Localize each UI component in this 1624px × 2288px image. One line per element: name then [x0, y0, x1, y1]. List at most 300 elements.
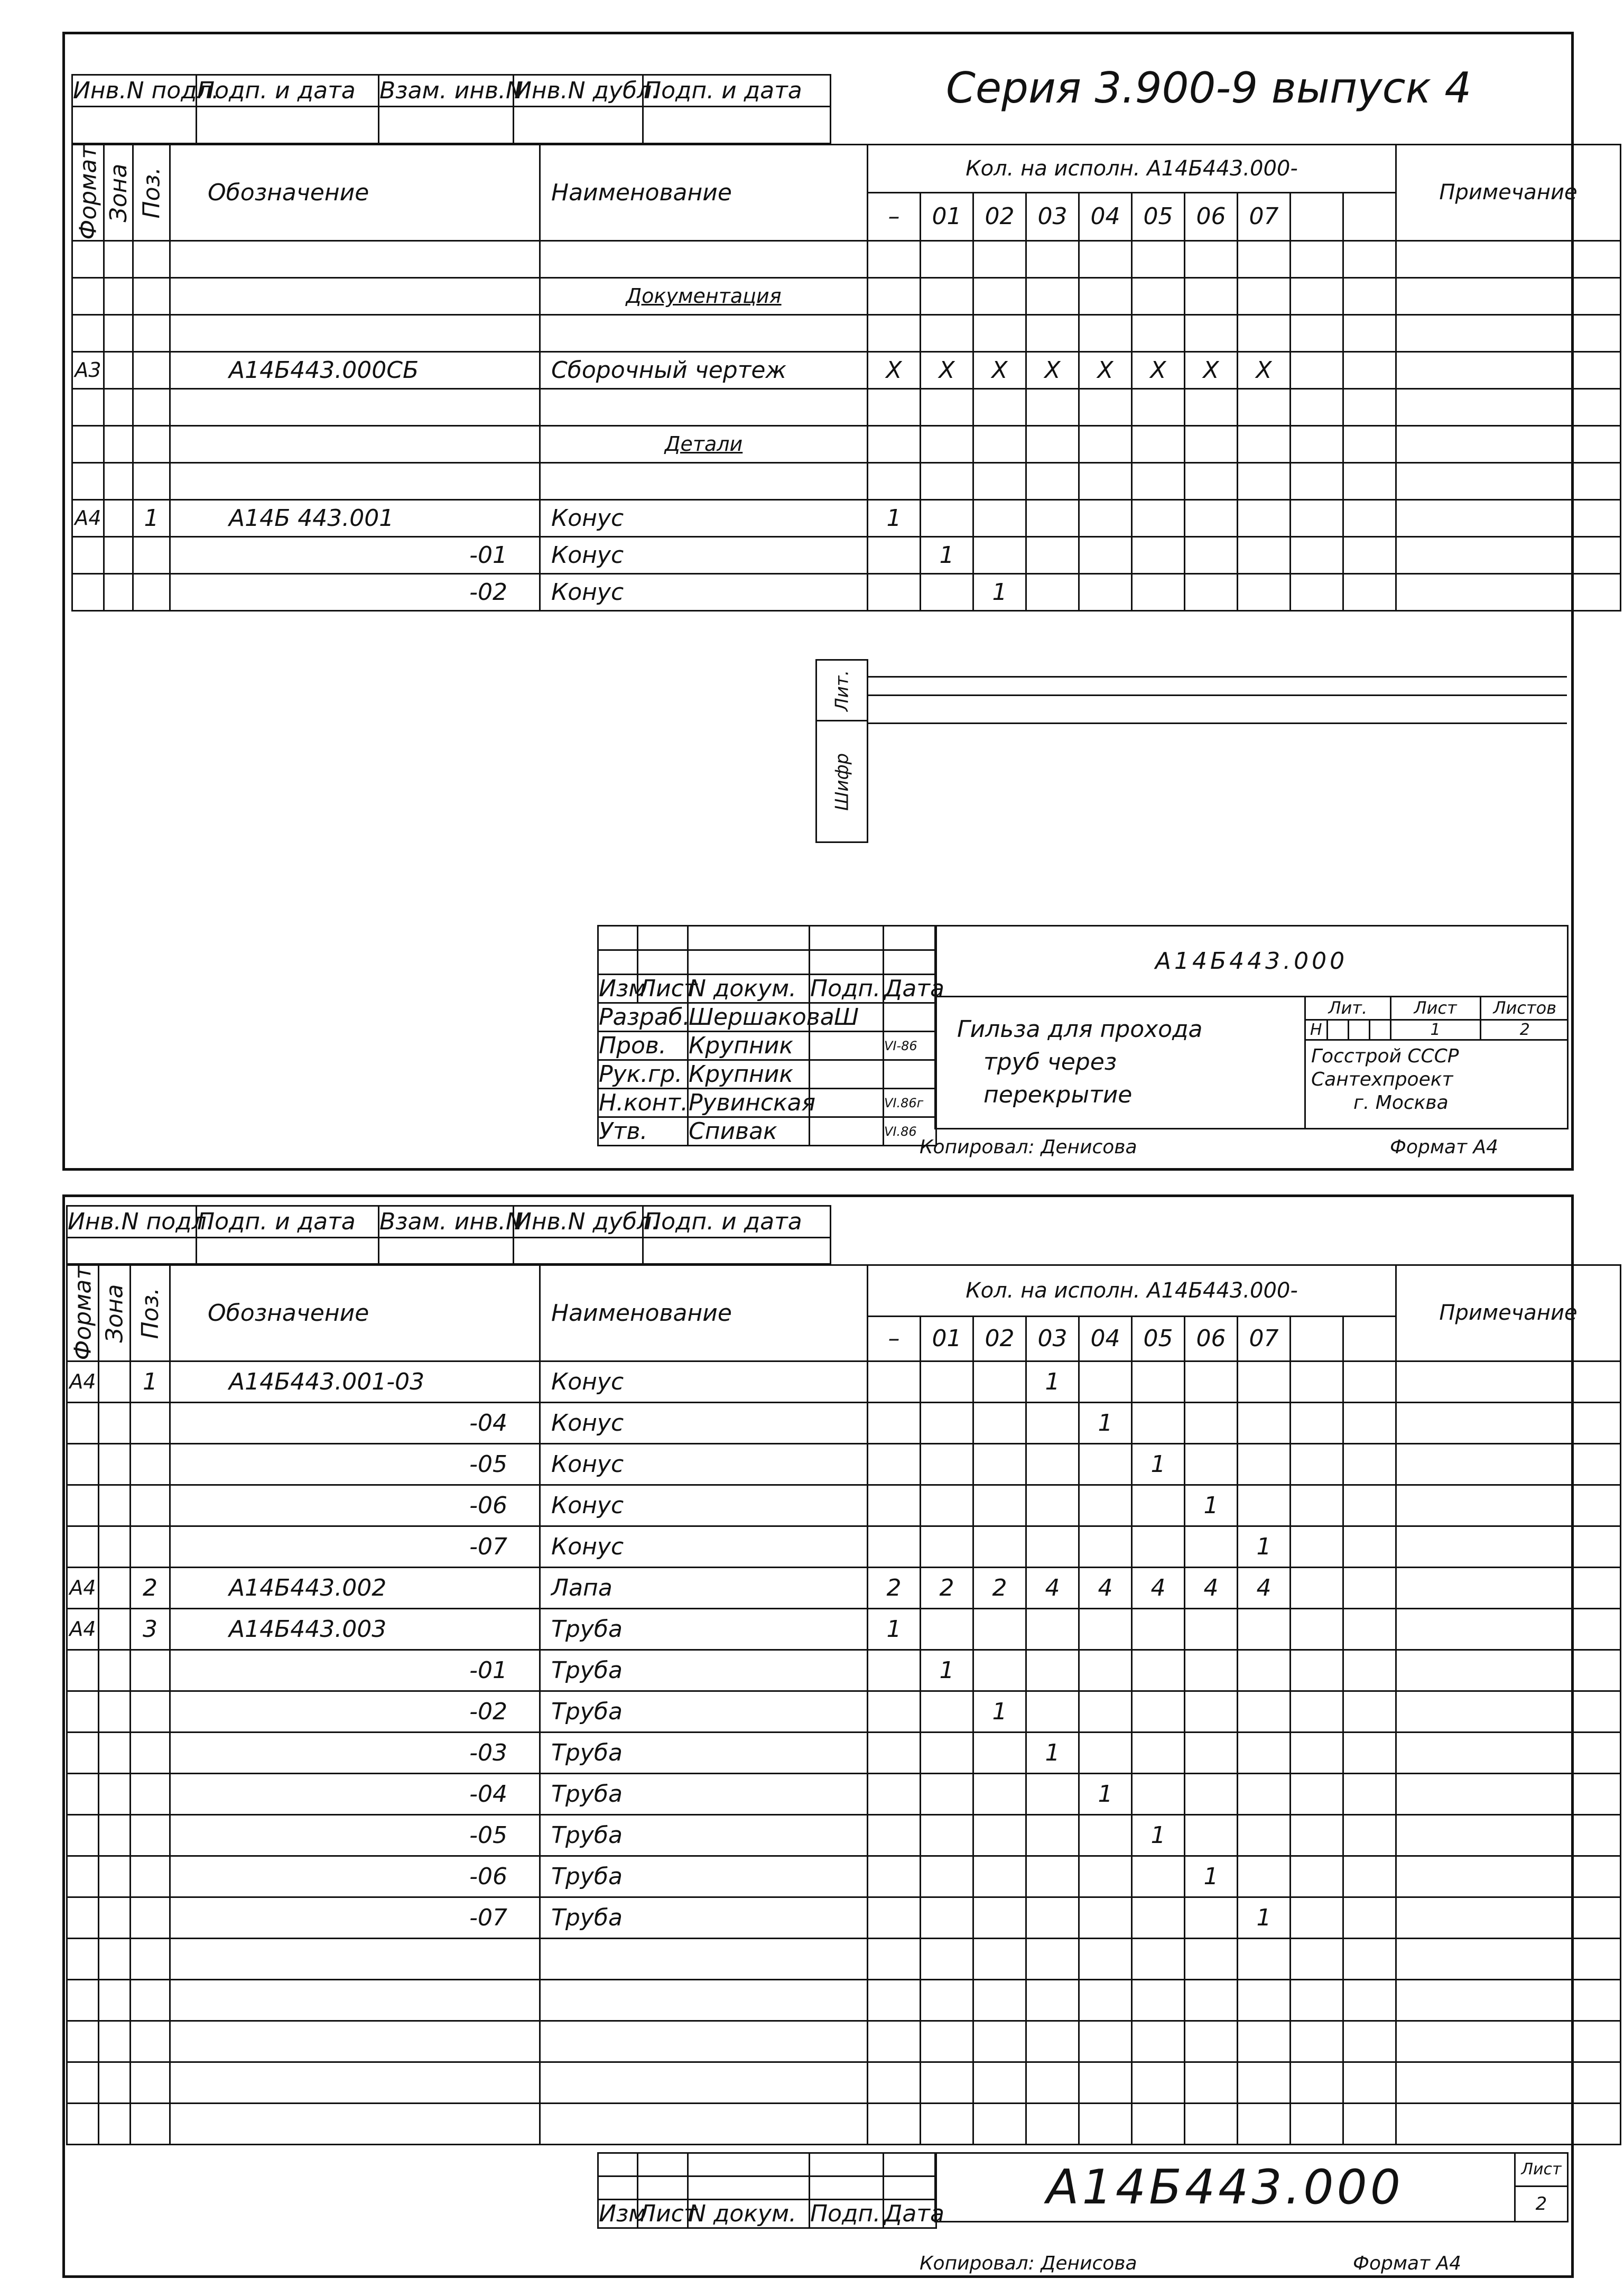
qty-cell	[1079, 573, 1132, 610]
signature-name: Спивак	[688, 1117, 810, 1146]
variant-head: 03	[1026, 1316, 1079, 1361]
col-pos: Поз.	[131, 1265, 170, 1361]
pos-cell	[131, 1773, 170, 1814]
pos-cell	[131, 1691, 170, 1732]
pos-cell	[131, 1526, 170, 1567]
signature-row	[598, 1003, 936, 1032]
zone-cell	[99, 1773, 131, 1814]
qty-cell	[1343, 1526, 1396, 1567]
qty-cell	[1026, 499, 1079, 536]
col-designation: Обозначение	[170, 1265, 540, 1361]
sheet-2-sheet-label: Лист	[1516, 2154, 1567, 2187]
spec-row	[67, 1608, 1621, 1650]
zone-cell	[99, 1814, 131, 1856]
qty-cell: 2	[868, 1567, 921, 1608]
qty-cell	[1238, 1443, 1291, 1485]
qty-cell: 1	[1238, 1526, 1291, 1567]
qty-cell: X	[1079, 351, 1132, 388]
qty-cell	[1291, 499, 1343, 536]
qty-cell: 1	[1185, 1485, 1238, 1526]
designation-cell	[170, 425, 540, 462]
signature-mark	[810, 1060, 884, 1089]
signature-role: Разраб.	[599, 1004, 690, 1031]
pos-cell: 1	[131, 1361, 170, 1402]
qty-cell	[1238, 1608, 1291, 1650]
spec-row	[72, 351, 1621, 388]
format-cell	[67, 1732, 99, 1773]
qty-cell: 1	[1185, 1856, 1238, 1897]
spec-row	[67, 1361, 1621, 1402]
qty-cell: X	[973, 351, 1026, 388]
name-cell: Труба	[540, 1691, 868, 1732]
note-cell	[1396, 1485, 1621, 1526]
strip-cell: Инв.N дубл.	[514, 1206, 643, 1238]
spec-row	[67, 1897, 1621, 1938]
qty-cell	[1238, 1732, 1291, 1773]
designation-cell	[170, 277, 540, 314]
qty-cell	[1343, 536, 1396, 573]
signature-date: VI.86	[884, 1117, 936, 1146]
qty-cell	[868, 277, 921, 314]
zone-cell	[104, 277, 133, 314]
tb-head-date: Дата	[884, 2200, 944, 2227]
format-cell: А3	[72, 351, 104, 388]
sheet-2-stamp	[934, 2152, 1569, 2222]
sheets-value: 2	[1480, 1020, 1569, 1040]
tb-head-ndoc: N докум.	[688, 975, 810, 1003]
qty-cell	[1343, 1402, 1396, 1443]
pos-cell	[133, 277, 170, 314]
qty-cell	[1185, 1402, 1238, 1443]
name-cell: Труба	[540, 1897, 868, 1938]
pos-cell	[133, 425, 170, 462]
note-cell	[1396, 1443, 1621, 1485]
name-cell: Труба	[540, 1650, 868, 1691]
qty-cell	[1132, 1773, 1185, 1814]
format-cell	[67, 1691, 99, 1732]
format-label-2: Формат А4	[1353, 2253, 1462, 2274]
format-cell: А4	[72, 499, 104, 536]
lit-lines	[868, 659, 1567, 841]
note-cell	[1396, 1567, 1621, 1608]
note-cell	[1396, 1691, 1621, 1732]
qty-cell	[868, 1773, 921, 1814]
title-line: Гильза для прохода	[957, 1016, 1203, 1043]
qty-cell	[1079, 1485, 1132, 1526]
title-block-sign-table	[597, 925, 944, 1146]
signature-mark	[810, 1089, 884, 1117]
spec-row	[72, 499, 1621, 536]
format-cell	[72, 425, 104, 462]
empty-row	[67, 2103, 1621, 2144]
pos-cell: 1	[133, 499, 170, 536]
note-cell	[1396, 1732, 1621, 1773]
zone-cell	[99, 1732, 131, 1773]
strip-cell: Взам. инв.N	[379, 75, 514, 107]
designation-cell: А14Б443.002	[170, 1567, 540, 1608]
shifr-side-label: Шифр	[816, 721, 868, 842]
note-cell	[1396, 536, 1621, 573]
qty-cell	[1185, 536, 1238, 573]
lit-sheet-table	[1306, 997, 1569, 1041]
qty-cell: X	[1185, 351, 1238, 388]
title-block-main	[934, 925, 1569, 1129]
qty-cell	[1291, 277, 1343, 314]
pos-cell	[131, 1650, 170, 1691]
qty-cell	[1238, 573, 1291, 610]
qty-cell	[973, 1897, 1026, 1938]
qty-cell	[1079, 277, 1132, 314]
name-cell: Труба	[540, 1856, 868, 1897]
qty-cell	[973, 277, 1026, 314]
qty-cell	[1026, 1773, 1079, 1814]
qty-cell	[1291, 351, 1343, 388]
designation-cell: -04	[170, 1402, 540, 1443]
name-cell: Сборочный чертеж	[540, 351, 868, 388]
format-cell: А4	[67, 1361, 99, 1402]
qty-cell	[921, 1526, 973, 1567]
qty-cell	[1079, 1814, 1132, 1856]
qty-cell	[1343, 1608, 1396, 1650]
designation-cell: -07	[170, 1897, 540, 1938]
qty-cell	[1238, 1814, 1291, 1856]
qty-cell	[1185, 277, 1238, 314]
sheet-value: 1	[1390, 1020, 1480, 1040]
qty-cell	[868, 1402, 921, 1443]
signature-row	[598, 1089, 936, 1117]
name-cell: Конус	[540, 1443, 868, 1485]
copied-by-1: Копировал: Денисова	[920, 1136, 1137, 1158]
qty-cell: X	[1238, 351, 1291, 388]
format-cell: А4	[67, 1608, 99, 1650]
variant-head: 03	[1026, 192, 1079, 240]
qty-cell	[1343, 573, 1396, 610]
qty-cell	[1343, 1773, 1396, 1814]
qty-cell: 1	[1079, 1402, 1132, 1443]
zone-cell	[99, 1856, 131, 1897]
qty-cell	[1132, 1485, 1185, 1526]
org-line: г. Москва	[1353, 1091, 1449, 1114]
qty-cell	[973, 1650, 1026, 1691]
name-cell: Труба	[540, 1608, 868, 1650]
qty-cell	[921, 1773, 973, 1814]
qty-cell	[921, 1691, 973, 1732]
designation-cell: -06	[170, 1856, 540, 1897]
zone-cell	[99, 1608, 131, 1650]
qty-cell: 2	[921, 1567, 973, 1608]
signature-date	[884, 1060, 936, 1089]
qty-cell	[973, 1814, 1026, 1856]
pos-cell	[131, 1856, 170, 1897]
qty-cell	[868, 536, 921, 573]
qty-cell: 1	[1026, 1361, 1079, 1402]
sheet-2-sheet-value: 2	[1535, 2193, 1547, 2215]
note-cell	[1396, 499, 1621, 536]
signature-date: VI.86г	[884, 1089, 936, 1117]
qty-cell	[1026, 1608, 1079, 1650]
qty-cell	[1238, 1650, 1291, 1691]
qty-cell	[1343, 425, 1396, 462]
qty-cell	[1185, 499, 1238, 536]
spec-row	[67, 1526, 1621, 1567]
designation-cell: -04	[170, 1773, 540, 1814]
zone-cell	[99, 1650, 131, 1691]
signature-role: Пров.	[598, 1032, 688, 1060]
signature-role: Н.конт.	[599, 1089, 688, 1116]
name-cell: Конус	[540, 1526, 868, 1567]
qty-cell	[1132, 573, 1185, 610]
qty-cell	[1291, 1526, 1343, 1567]
qty-cell	[921, 425, 973, 462]
qty-cell	[921, 1856, 973, 1897]
qty-cell	[1185, 1732, 1238, 1773]
designation-cell: А14Б 443.001	[170, 499, 540, 536]
zone-cell	[99, 1567, 131, 1608]
name-cell: Лапа	[540, 1567, 868, 1608]
variant-head: –	[868, 1316, 921, 1361]
variant-head: 02	[973, 192, 1026, 240]
col-name: Наименование	[540, 1265, 868, 1361]
qty-cell	[921, 1443, 973, 1485]
format-cell	[67, 1650, 99, 1691]
tb-head-ndoc: N докум.	[688, 2200, 810, 2228]
qty-cell	[1079, 425, 1132, 462]
empty-row	[72, 240, 1621, 277]
qty-cell	[868, 1443, 921, 1485]
sheet-1-spec-table	[71, 144, 1621, 612]
qty-cell	[1132, 1526, 1185, 1567]
tb-head-list: Лист	[638, 975, 698, 1002]
qty-cell	[1079, 1443, 1132, 1485]
qty-cell	[1291, 1732, 1343, 1773]
qty-cell	[1238, 1361, 1291, 1402]
spec-row	[67, 1402, 1621, 1443]
format-cell	[67, 1443, 99, 1485]
qty-cell	[1026, 573, 1079, 610]
pos-cell	[131, 1485, 170, 1526]
org-line: Сантехпроект	[1311, 1068, 1453, 1090]
qty-cell	[868, 1361, 921, 1402]
note-cell	[1396, 351, 1621, 388]
qty-cell	[1185, 425, 1238, 462]
sheet-2-spec-table	[66, 1264, 1621, 2145]
designation-cell: А14Б443.000СБ	[170, 351, 540, 388]
sheets-label: Листов	[1480, 997, 1569, 1020]
qty-cell	[1132, 1402, 1185, 1443]
qty-cell	[1343, 351, 1396, 388]
qty-cell	[1185, 1691, 1238, 1732]
variant-head: 06	[1185, 1316, 1238, 1361]
col-name: Наименование	[540, 145, 868, 241]
note-cell	[1396, 1650, 1621, 1691]
variant-head: 07	[1238, 192, 1291, 240]
tb-head-sign: Подп.	[810, 2200, 884, 2228]
qty-cell	[1185, 573, 1238, 610]
qty-cell	[1343, 499, 1396, 536]
qty-cell	[1291, 1856, 1343, 1897]
qty-cell	[868, 1897, 921, 1938]
qty-cell	[1291, 1443, 1343, 1485]
qty-cell	[1343, 1361, 1396, 1402]
qty-cell: 4	[1079, 1567, 1132, 1608]
col-qty: Кол. на исполн. А14Б443.000-	[868, 1265, 1396, 1317]
qty-cell	[1132, 1361, 1185, 1402]
designation-cell: А14Б443.003	[170, 1608, 540, 1650]
tb-head-date: Дата	[884, 975, 944, 1002]
designation-cell: -02	[170, 573, 540, 610]
col-designation: Обозначение	[170, 145, 540, 241]
qty-cell	[1185, 1361, 1238, 1402]
variant-head: 07	[1238, 1316, 1291, 1361]
qty-cell: X	[1026, 351, 1079, 388]
qty-cell	[868, 1485, 921, 1526]
col-zone: Зона	[104, 145, 133, 241]
strip-cell: Взам. инв.N	[379, 1206, 514, 1238]
copied-by-2: Копировал: Денисова	[920, 2253, 1137, 2274]
qty-cell	[1343, 1443, 1396, 1485]
qty-cell	[1238, 1773, 1291, 1814]
spec-row	[72, 277, 1621, 314]
signature-role: Рук.гр.	[598, 1060, 688, 1089]
zone-cell	[104, 536, 133, 573]
qty-cell	[868, 1814, 921, 1856]
pos-cell	[133, 536, 170, 573]
qty-cell	[1238, 1691, 1291, 1732]
qty-cell	[1132, 1608, 1185, 1650]
qty-cell	[1132, 1856, 1185, 1897]
format-cell	[72, 536, 104, 573]
tb-head-izm: Изм	[599, 2200, 646, 2227]
qty-cell	[973, 1856, 1026, 1897]
qty-cell	[1026, 1856, 1079, 1897]
col-format: Формат	[72, 145, 104, 241]
strip-cell: Подп. и дата	[643, 75, 831, 107]
qty-cell	[868, 1526, 921, 1567]
qty-cell	[1343, 1897, 1396, 1938]
qty-cell	[1291, 1608, 1343, 1650]
qty-cell: 1	[1132, 1814, 1185, 1856]
spec-row	[67, 1443, 1621, 1485]
qty-cell	[1343, 1485, 1396, 1526]
spec-row	[67, 1732, 1621, 1773]
qty-cell	[868, 573, 921, 610]
designation-cell: А14Б443.001-03	[170, 1361, 540, 1402]
qty-cell	[1185, 1773, 1238, 1814]
variant-head: –	[868, 192, 921, 240]
zone-cell	[99, 1526, 131, 1567]
qty-cell: 4	[1132, 1567, 1185, 1608]
qty-cell	[1291, 1897, 1343, 1938]
signature-row	[598, 1117, 936, 1146]
qty-cell	[1026, 1897, 1079, 1938]
note-cell	[1396, 277, 1621, 314]
note-cell	[1396, 1856, 1621, 1897]
qty-cell	[1026, 425, 1079, 462]
qty-cell	[1238, 1402, 1291, 1443]
sheet-2-sign-table	[597, 2152, 944, 2229]
qty-cell	[1026, 536, 1079, 573]
signature-name: Крупник	[688, 1060, 810, 1089]
qty-cell	[868, 1856, 921, 1897]
qty-cell	[1185, 1608, 1238, 1650]
zone-cell	[104, 573, 133, 610]
qty-cell: 1	[1026, 1732, 1079, 1773]
strip-cell: Инв.N подл.	[67, 1206, 197, 1238]
qty-cell	[1026, 1814, 1079, 1856]
qty-cell	[868, 1691, 921, 1732]
sheet-2-top-strip	[66, 1205, 831, 1265]
qty-cell	[1079, 1526, 1132, 1567]
qty-cell	[1079, 536, 1132, 573]
qty-cell	[1079, 1856, 1132, 1897]
qty-cell	[973, 1361, 1026, 1402]
designation-cell: -07	[170, 1526, 540, 1567]
qty-cell	[973, 536, 1026, 573]
qty-cell: 2	[973, 1567, 1026, 1608]
zone-cell	[99, 1897, 131, 1938]
name-cell: Конус	[540, 536, 868, 573]
document-title	[935, 997, 1305, 1129]
tb-head-list: Лист	[638, 2200, 698, 2227]
format-cell	[67, 1897, 99, 1938]
qty-cell	[921, 1732, 973, 1773]
qty-cell	[1026, 1443, 1079, 1485]
qty-cell	[1291, 1567, 1343, 1608]
qty-cell	[1079, 499, 1132, 536]
qty-cell	[1291, 1814, 1343, 1856]
title-line: труб через	[983, 1049, 1117, 1076]
note-cell	[1396, 1526, 1621, 1567]
col-zone: Зона	[99, 1265, 131, 1361]
qty-cell	[1079, 1650, 1132, 1691]
variant-head: 04	[1079, 1316, 1132, 1361]
variant-head: 06	[1185, 192, 1238, 240]
spec-row	[67, 1773, 1621, 1814]
qty-cell	[921, 1402, 973, 1443]
org-line: Госстрой СССР	[1311, 1045, 1459, 1067]
pos-cell	[133, 351, 170, 388]
col-pos: Поз.	[133, 145, 170, 241]
zone-cell	[99, 1361, 131, 1402]
col-note: Примечание	[1396, 1265, 1621, 1361]
qty-cell	[1291, 1650, 1343, 1691]
qty-cell	[921, 1485, 973, 1526]
signature-name: Рувинская	[689, 1089, 816, 1116]
zone-cell	[99, 1485, 131, 1526]
note-cell	[1396, 1773, 1621, 1814]
pos-cell	[131, 1897, 170, 1938]
title-line: перекрытие	[983, 1081, 1133, 1108]
qty-cell: 1	[973, 573, 1026, 610]
document-code: А14Б443.000	[935, 926, 1568, 997]
qty-cell	[1026, 1526, 1079, 1567]
qty-cell	[921, 573, 973, 610]
signature-row	[598, 1060, 936, 1089]
qty-cell	[921, 1897, 973, 1938]
qty-cell	[973, 1402, 1026, 1443]
signature-mark: Ш	[810, 1003, 884, 1032]
qty-cell	[1343, 1650, 1396, 1691]
qty-cell	[1026, 1402, 1079, 1443]
qty-cell	[1026, 277, 1079, 314]
qty-cell	[973, 425, 1026, 462]
qty-cell	[1238, 1856, 1291, 1897]
qty-cell: X	[1132, 351, 1185, 388]
lit-side-label: Лит.	[816, 660, 868, 721]
spec-row	[67, 1856, 1621, 1897]
empty-row	[67, 2021, 1621, 2062]
qty-cell	[1238, 425, 1291, 462]
